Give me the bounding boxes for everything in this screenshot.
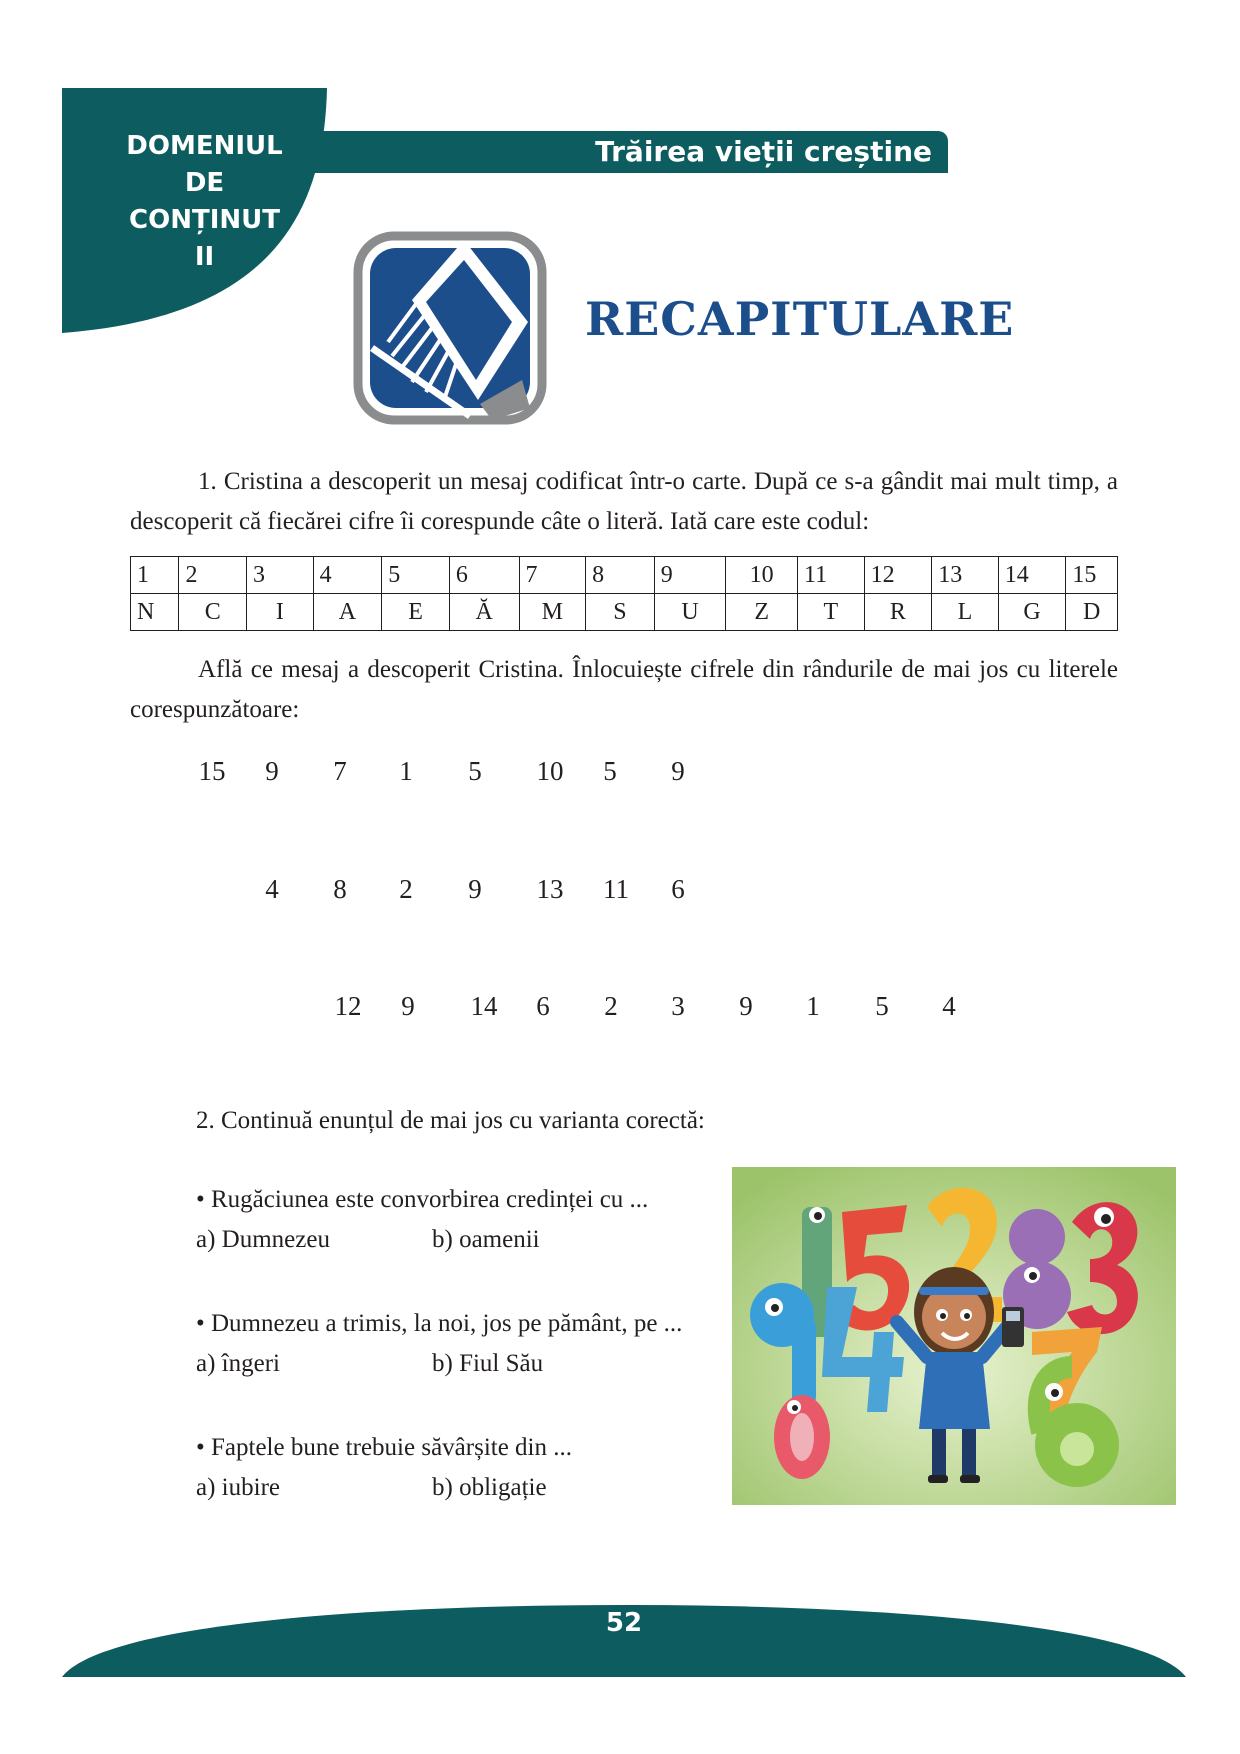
- code-table: [130, 556, 1118, 631]
- code-number-cell: 3: [247, 557, 314, 594]
- code-number: 7: [333, 756, 347, 786]
- code-number-cell: 4: [313, 557, 382, 594]
- code-number: 14: [470, 991, 498, 1021]
- code-number: 1: [399, 756, 413, 786]
- code-number-cell: 2: [179, 557, 247, 594]
- code-number-cell: 12: [864, 557, 932, 594]
- code-number: 9: [468, 874, 482, 904]
- code-letters-row: [131, 594, 1118, 631]
- code-number: 4: [265, 874, 279, 904]
- code-number: 13: [536, 874, 564, 904]
- code-number: 2: [604, 991, 618, 1021]
- code-letter-cell: Ă: [449, 594, 519, 631]
- code-letter-cell: U: [654, 594, 726, 631]
- code-number-cell: 8: [586, 557, 655, 594]
- page-title: RECAPITULARE: [585, 292, 1015, 346]
- code-number: 11: [603, 874, 629, 904]
- code-numbers-row: [131, 557, 1118, 594]
- code-letter-cell: N: [131, 594, 179, 631]
- code-number: 12: [334, 991, 362, 1021]
- code-number-cell: 15: [1066, 557, 1118, 594]
- code-number: 5: [468, 756, 482, 786]
- code-number: 6: [536, 991, 550, 1021]
- question-3: • Faptele bune trebuie săvârșite din ...: [196, 1434, 573, 1461]
- question-1-option-b: b) oamenii: [432, 1226, 540, 1253]
- page-number: 52: [605, 1608, 643, 1638]
- question-1-option-a: a) Dumnezeu: [196, 1226, 330, 1253]
- book-diamond-icon: [352, 230, 548, 426]
- code-letter-cell: E: [382, 594, 450, 631]
- section-title: Trăirea vieții creștine: [595, 135, 932, 168]
- code-letter-cell: G: [998, 594, 1066, 631]
- code-number: 4: [942, 991, 956, 1021]
- code-letter-cell: I: [247, 594, 314, 631]
- code-letter-cell: A: [313, 594, 382, 631]
- code-number-cell: 10: [726, 557, 798, 594]
- exercise-1-intro: 1. Cristina a descoperit un mesaj codificat într-o carte. După ce s-a gândit mai mult timp, a descoperit că fiecărei cifre îi corespunde câte o literă. Iată care este codul:: [130, 468, 1118, 535]
- question-2-option-a: a) îngeri: [196, 1350, 280, 1377]
- code-number-cell: 11: [798, 557, 865, 594]
- code-number-cell: 7: [519, 557, 586, 594]
- code-number: 6: [671, 874, 685, 904]
- code-number: 10: [536, 756, 564, 786]
- code-number: 9: [265, 756, 279, 786]
- code-number: 15: [198, 756, 226, 786]
- code-number: 9: [671, 756, 685, 786]
- code-number: 5: [875, 991, 889, 1021]
- code-number: 8: [333, 874, 347, 904]
- code-number: 9: [401, 991, 415, 1021]
- code-number: 9: [739, 991, 753, 1021]
- code-number-cell: 6: [449, 557, 519, 594]
- code-number-cell: 13: [932, 557, 999, 594]
- code-number-cell: 14: [998, 557, 1066, 594]
- question-2: • Dumnezeu a trimis, la noi, jos pe pământ, pe ...: [196, 1310, 683, 1337]
- code-letter-cell: D: [1066, 594, 1118, 631]
- code-number-cell: 9: [654, 557, 726, 594]
- code-number-cell: 5: [382, 557, 450, 594]
- code-letter-cell: T: [798, 594, 865, 631]
- code-number: 2: [399, 874, 413, 904]
- question-3-option-b: b) obligație: [432, 1474, 547, 1501]
- girl-with-numbers-illustration: [732, 1167, 1176, 1505]
- question-2-option-b: b) Fiul Său: [432, 1350, 544, 1377]
- code-number: 1: [806, 991, 820, 1021]
- code-letter-cell: M: [519, 594, 586, 631]
- question-1: • Rugăciunea este convorbirea credinței cu ...: [196, 1186, 649, 1213]
- code-number-cell: 1: [131, 557, 179, 594]
- code-number: 5: [603, 756, 617, 786]
- code-letter-cell: S: [586, 594, 655, 631]
- code-letter-cell: C: [179, 594, 247, 631]
- exercise-2-intro: 2. Continuă enunțul de mai jos cu varianta corectă:: [196, 1107, 705, 1134]
- exercise-1-instruction: Află ce mesaj a descoperit Cristina. Înlocuiește cifrele din rândurile de mai jos cu literele corespunzătoare:: [130, 656, 1118, 723]
- domain-label: DOMENIUL DE CONȚINUT II: [126, 131, 283, 272]
- question-3-option-a: a) iubire: [196, 1474, 280, 1501]
- code-letter-cell: Z: [726, 594, 798, 631]
- code-number: 3: [671, 991, 685, 1021]
- code-letter-cell: R: [864, 594, 932, 631]
- code-letter-cell: L: [932, 594, 999, 631]
